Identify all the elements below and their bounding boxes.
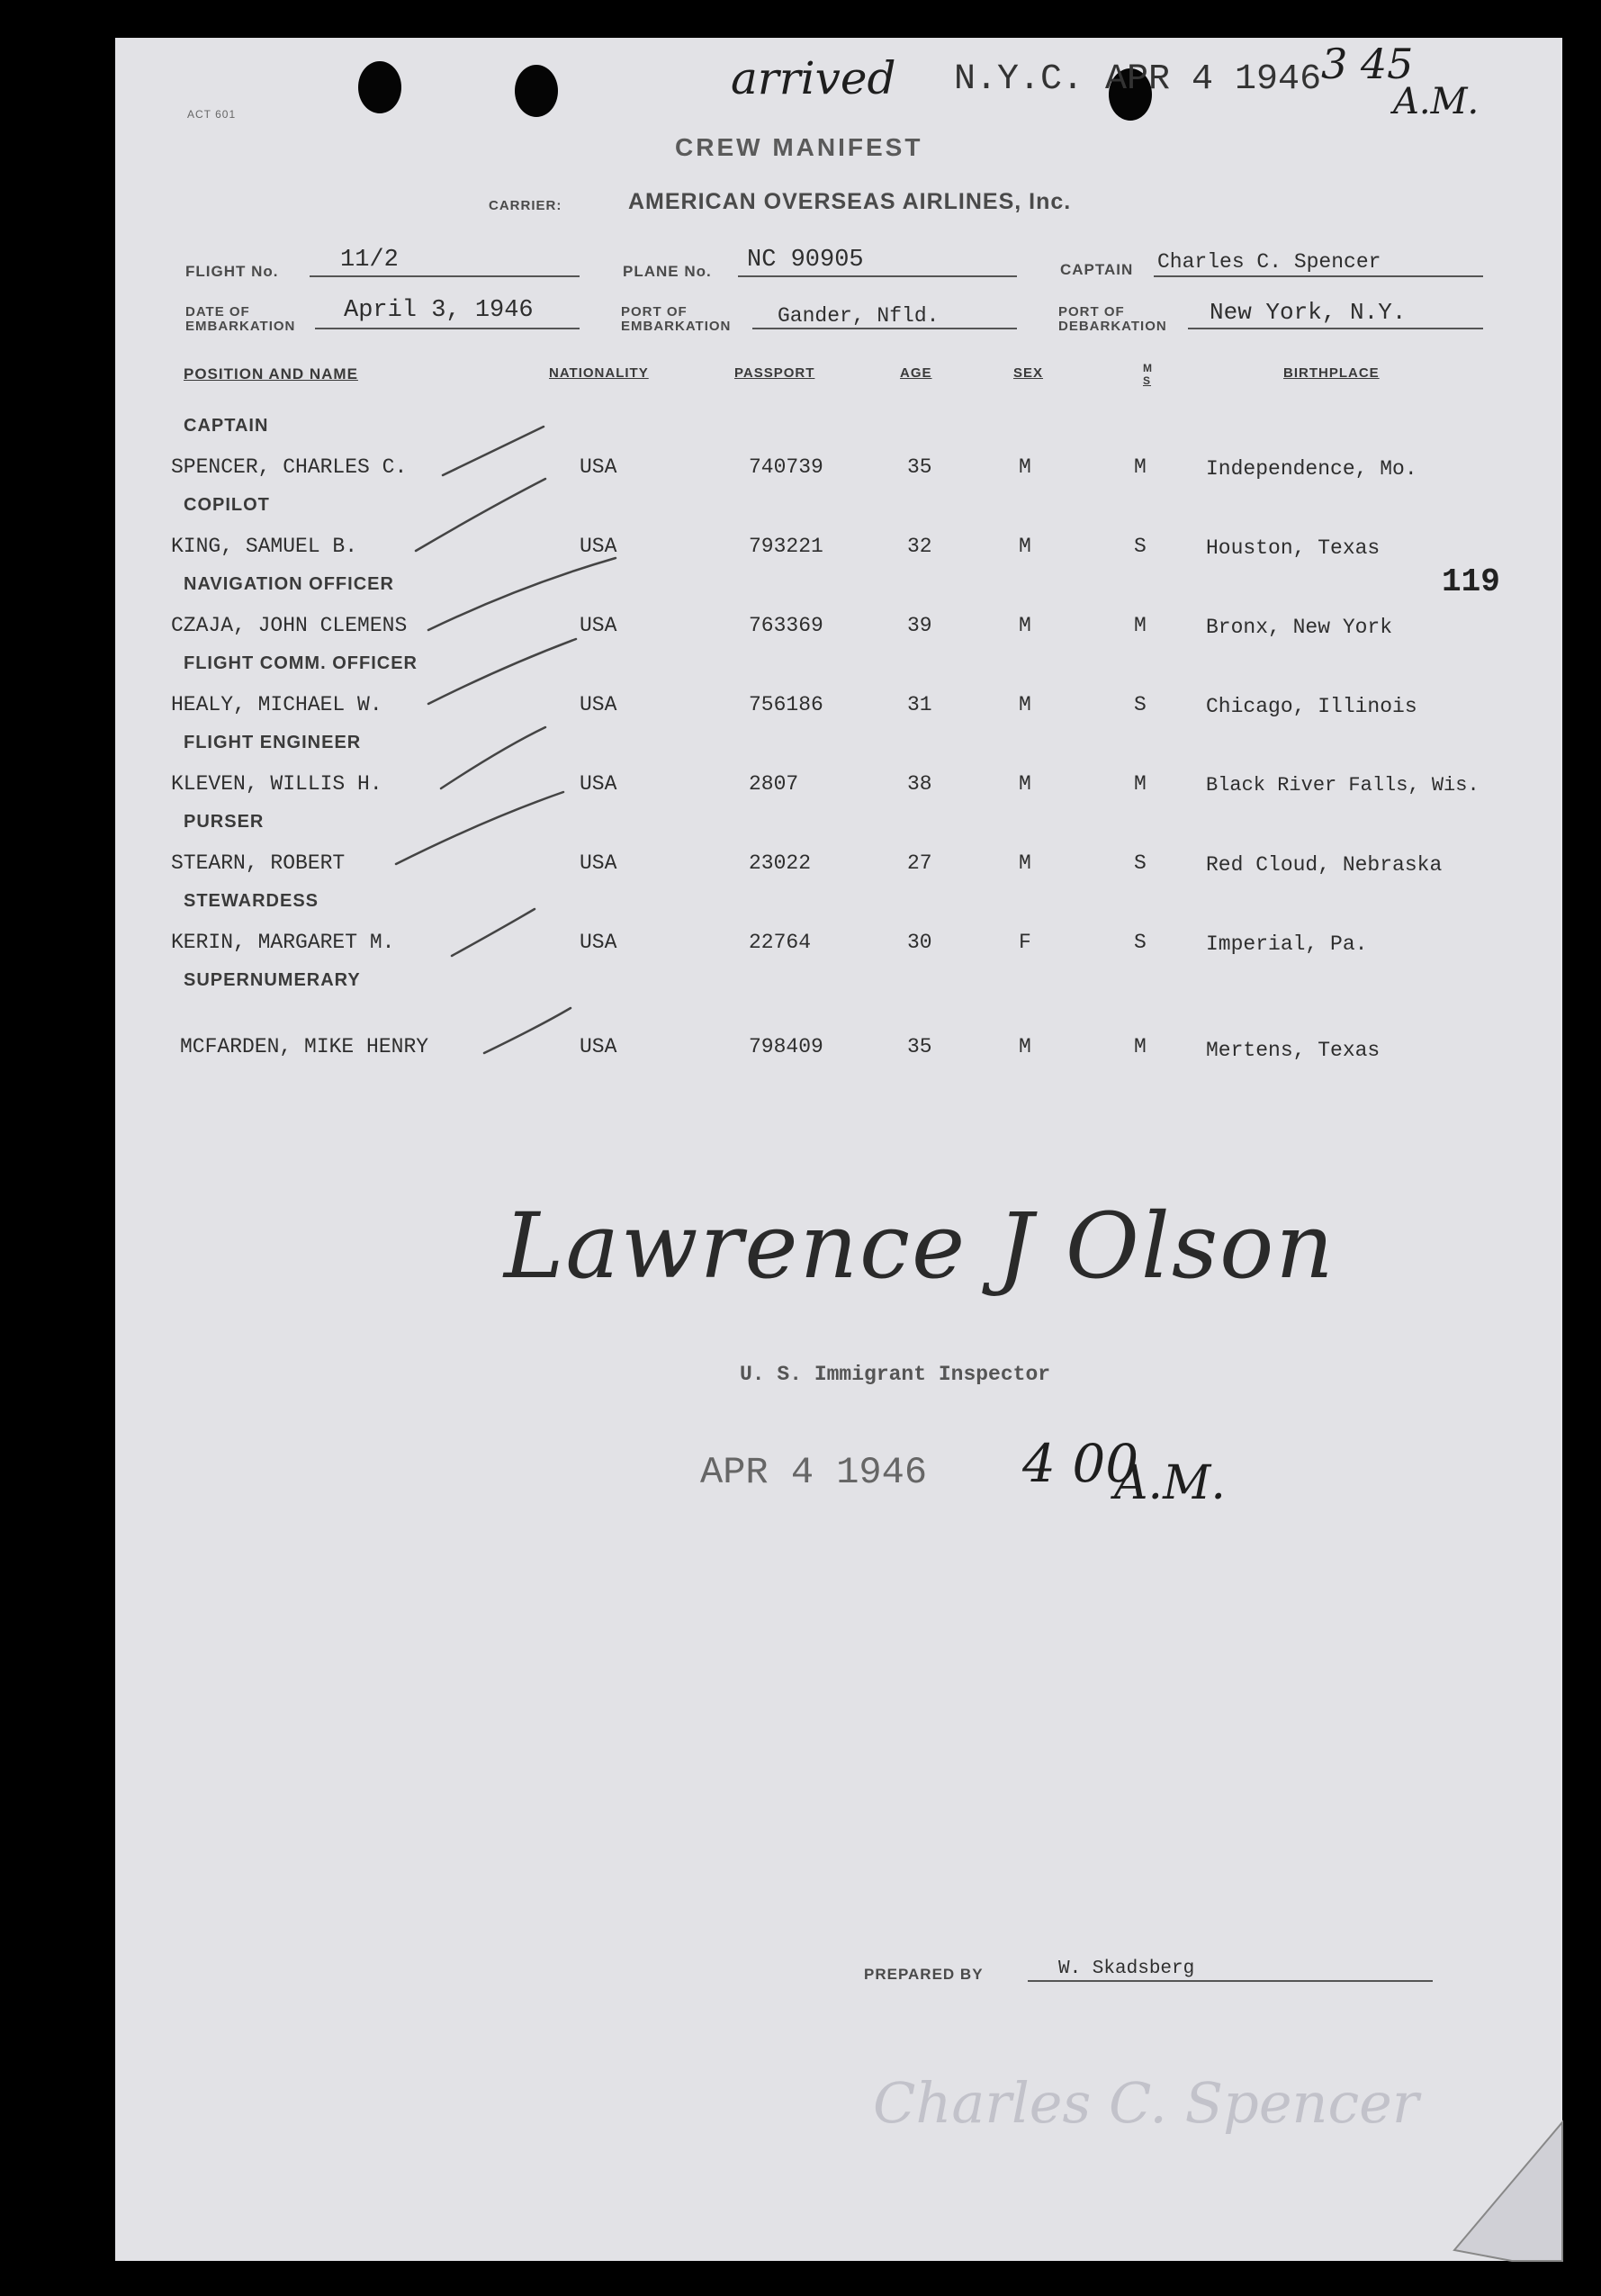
port-emb-label-1: PORT OF — [621, 304, 688, 320]
crew-passport: 22764 — [749, 931, 812, 954]
crew-marital-status: S — [1134, 535, 1147, 558]
crew-passport: 740739 — [749, 455, 823, 479]
crew-nationality: USA — [580, 772, 617, 796]
column-passport: PASSPORT — [734, 365, 815, 381]
crew-sex: F — [1019, 931, 1031, 954]
crew-sex: M — [1019, 693, 1031, 716]
crew-name: KERIN, MARGARET M. — [171, 931, 395, 954]
crew-age: 38 — [907, 772, 932, 796]
inspector-title: U. S. Immigrant Inspector — [740, 1363, 1051, 1386]
flight-no-value: 11/2 — [340, 247, 399, 274]
crew-marital-status: M — [1134, 1035, 1147, 1058]
crew-birthplace: Black River Falls, Wis. — [1206, 774, 1480, 797]
plane-no-value: NC 90905 — [747, 247, 864, 274]
prepared-by-value: W. Skadsberg — [1058, 1958, 1195, 1979]
crew-birthplace: Mertens, Texas — [1206, 1039, 1381, 1062]
crew-role: CAPTAIN — [184, 416, 269, 436]
crew-passport: 23022 — [749, 851, 812, 875]
crew-name: KING, SAMUEL B. — [171, 535, 358, 558]
crew-marital-status: S — [1134, 931, 1147, 954]
inspection-date-stamp: APR 4 1946 — [700, 1451, 928, 1494]
crew-age: 39 — [907, 614, 932, 637]
crew-nationality: USA — [580, 693, 617, 716]
crew-passport: 798409 — [749, 1035, 823, 1058]
crew-role: FLIGHT COMM. OFFICER — [184, 653, 418, 673]
crew-nationality: USA — [580, 1035, 617, 1058]
crew-sex: M — [1019, 772, 1031, 796]
handwritten-arrival-ampm: A.M. — [1393, 81, 1480, 122]
crew-marital-status: S — [1134, 851, 1147, 875]
port-deb-label-2: DEBARKATION — [1058, 319, 1167, 334]
inspection-ampm: A.M. — [1114, 1456, 1226, 1510]
port-deb-label-1: PORT OF — [1058, 304, 1125, 320]
crew-name: KLEVEN, WILLIS H. — [171, 772, 382, 796]
inspection-time: 4 00 — [1022, 1433, 1139, 1494]
crew-age: 35 — [907, 1035, 932, 1058]
crew-sex: M — [1019, 455, 1031, 479]
carrier-value: AMERICAN OVERSEAS AIRLINES, Inc. — [628, 189, 1072, 214]
inspector-signature: Lawrence J Olson — [504, 1193, 1336, 1299]
form-code: ACT 601 — [187, 108, 237, 121]
port-emb-value: Gander, Nfld. — [778, 304, 940, 328]
crew-role: STEWARDESS — [184, 891, 319, 911]
date-value: April 3, 1946 — [344, 297, 534, 324]
port-deb-value: New York, N.Y. — [1210, 299, 1407, 326]
captain-label: CAPTAIN — [1060, 261, 1134, 278]
crew-nationality: USA — [580, 455, 617, 479]
crew-birthplace: Houston, Texas — [1206, 536, 1381, 560]
crew-nationality: USA — [580, 931, 617, 954]
column-ms-s: S — [1143, 374, 1152, 387]
crew-marital-status: M — [1134, 772, 1147, 796]
crew-age: 35 — [907, 455, 932, 479]
crew-passport: 793221 — [749, 535, 823, 558]
crew-role: SUPERNUMERARY — [184, 970, 361, 990]
crew-marital-status: S — [1134, 693, 1147, 716]
crew-nationality: USA — [580, 851, 617, 875]
date-label-2: EMBARKATION — [185, 319, 296, 334]
crew-name: MCFARDEN, MIKE HENRY — [180, 1035, 429, 1058]
crew-passport: 763369 — [749, 614, 823, 637]
crew-nationality: USA — [580, 614, 617, 637]
carrier-label: CARRIER: — [489, 198, 562, 213]
plane-no-label: PLANE No. — [623, 263, 712, 280]
crew-birthplace: Independence, Mo. — [1206, 457, 1417, 481]
crew-nationality: USA — [580, 535, 617, 558]
column-ms-m: M — [1143, 362, 1153, 374]
port-emb-label-2: EMBARKATION — [621, 319, 732, 334]
handwritten-arrival-time: 3 45 — [1321, 40, 1414, 88]
crew-age: 32 — [907, 535, 932, 558]
flight-no-label: FLIGHT No. — [185, 263, 279, 280]
arrival-stamp: N.Y.C. APR 4 1946 — [954, 59, 1322, 100]
crew-passport: 756186 — [749, 693, 823, 716]
crew-role: COPILOT — [184, 495, 270, 515]
crew-role: FLIGHT ENGINEER — [184, 733, 362, 752]
crew-sex: M — [1019, 851, 1031, 875]
column-nationality: NATIONALITY — [549, 365, 649, 381]
crew-birthplace: Imperial, Pa. — [1206, 932, 1368, 956]
crew-passport: 2807 — [749, 772, 799, 796]
page-number: 119 — [1442, 563, 1500, 600]
handwritten-arrived: arrived — [731, 52, 896, 104]
crew-birthplace: Bronx, New York — [1206, 616, 1393, 639]
crew-name: SPENCER, CHARLES C. — [171, 455, 408, 479]
crew-birthplace: Red Cloud, Nebraska — [1206, 853, 1443, 877]
crew-name: CZAJA, JOHN CLEMENS — [171, 614, 408, 637]
date-label-1: DATE OF — [185, 304, 250, 320]
prepared-by-label: PREPARED BY — [864, 1966, 984, 1983]
crew-role: PURSER — [184, 812, 265, 832]
crew-sex: M — [1019, 1035, 1031, 1058]
column-birthplace: BIRTHPLACE — [1283, 365, 1380, 381]
crew-birthplace: Chicago, Illinois — [1206, 695, 1417, 718]
column-sex: SEX — [1013, 365, 1044, 381]
column-position: POSITION AND NAME — [184, 365, 358, 383]
crew-age: 27 — [907, 851, 932, 875]
crew-name: HEALY, MICHAEL W. — [171, 693, 382, 716]
crew-role: NAVIGATION OFFICER — [184, 574, 394, 594]
crew-sex: M — [1019, 535, 1031, 558]
crew-sex: M — [1019, 614, 1031, 637]
page-title: CREW MANIFEST — [675, 133, 923, 161]
faint-signature: Charles C. Spencer — [873, 2070, 1419, 2136]
captain-value: Charles C. Spencer — [1157, 250, 1381, 274]
crew-marital-status: M — [1134, 455, 1147, 479]
crew-age: 30 — [907, 931, 932, 954]
crew-marital-status: M — [1134, 614, 1147, 637]
crew-age: 31 — [907, 693, 932, 716]
crew-name: STEARN, ROBERT — [171, 851, 346, 875]
column-age: AGE — [900, 365, 932, 381]
